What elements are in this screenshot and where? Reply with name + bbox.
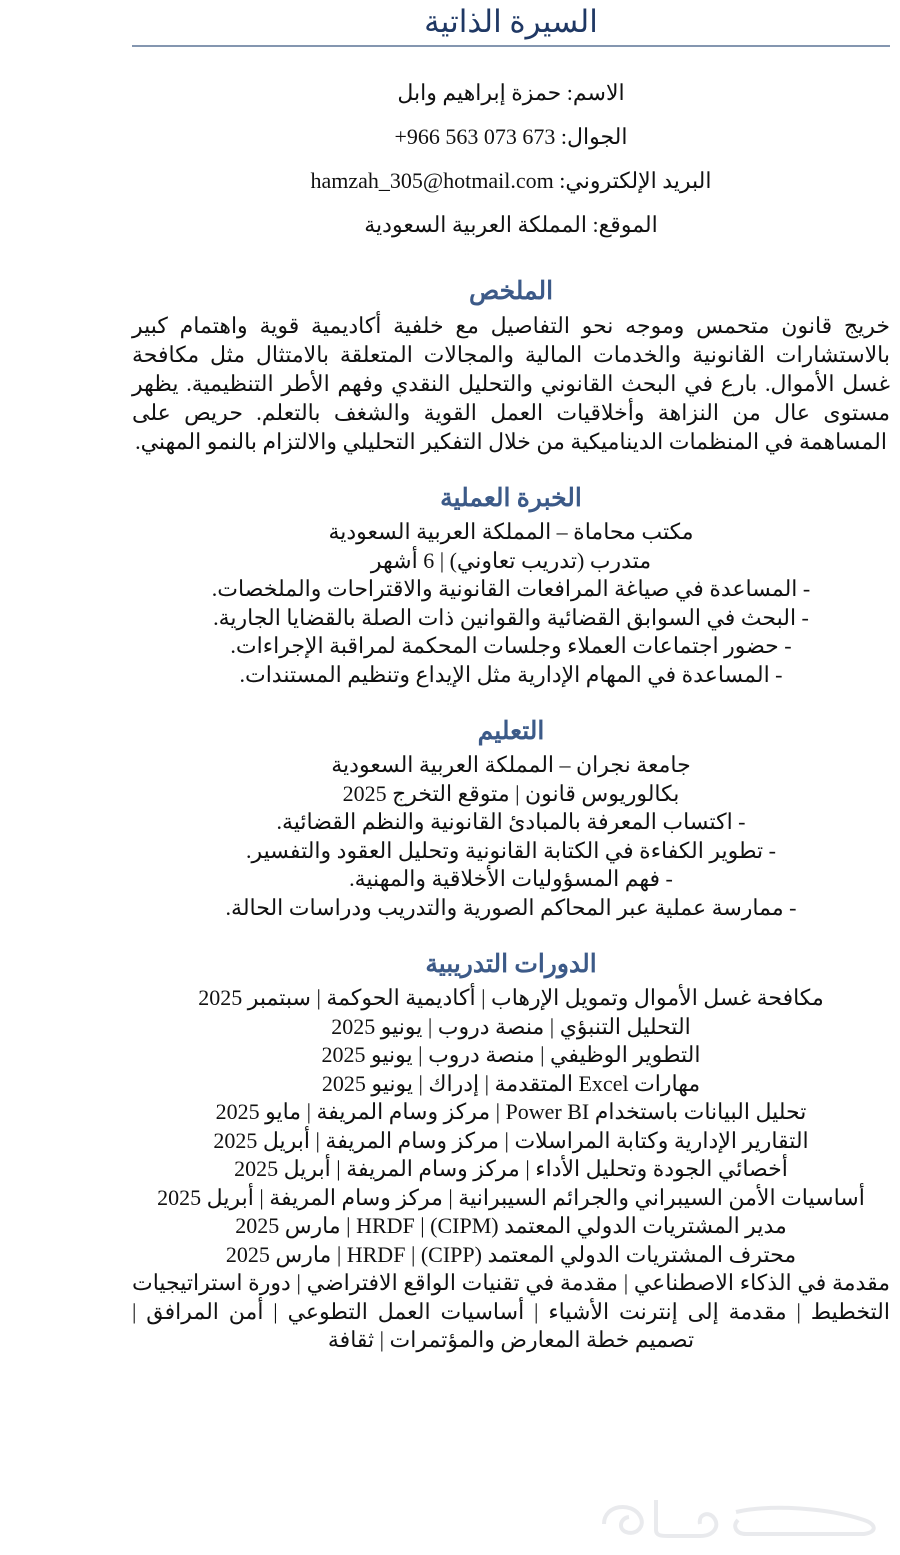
- list-item: - اكتساب المعرفة بالمبادئ القانونية والنظم القضائية.: [276, 809, 746, 834]
- list-item: - المساعدة في المهام الإدارية مثل الإيداع وتنظيم المستندات.: [239, 661, 783, 687]
- contact-email-value[interactable]: hamzah_305@hotmail.com: [310, 168, 554, 193]
- contact-email-label: البريد الإلكتروني:: [559, 168, 712, 193]
- contact-name: الاسم: حمزة إبراهيم وابل: [397, 80, 625, 105]
- education-degree: بكالوريوس قانون | متوقع التخرج 2025: [342, 780, 680, 806]
- section-courses: [132, 948, 890, 1355]
- experience-role: متدرب (تدريب تعاوني) | 6 أشهر: [370, 547, 652, 573]
- education-bullet-list: [132, 808, 890, 922]
- course-item: مدير المشتريات الدولي المعتمد (CIPM) | HRDF | مارس 2025: [235, 1213, 787, 1238]
- course-item: محترف المشتريات الدولي المعتمد (CIPP) | HRDF | مارس 2025: [225, 1241, 797, 1267]
- education-institution: جامعة نجران – المملكة العربية السعودية: [331, 752, 691, 777]
- list-item: - تطوير الكفاءة في الكتابة القانونية وتحليل العقود والتفسير.: [246, 837, 776, 863]
- page-title: السيرة الذاتية: [424, 4, 598, 39]
- contact-phone-label: الجوال:: [560, 124, 628, 149]
- contact-email: [132, 159, 890, 203]
- section-heading-education: التعليم: [477, 718, 545, 745]
- title-divider: [132, 45, 890, 47]
- course-item: التطوير الوظيفي | منصة دروب | يونيو 2025: [321, 1042, 701, 1067]
- contact-phone-value: +966 563 073 673: [394, 124, 556, 149]
- experience-employer: مكتب محاماة – المملكة العربية السعودية: [328, 519, 694, 544]
- course-item: تحليل البيانات باستخدام Power BI | مركز وسام المريفة | مايو 2025: [215, 1099, 807, 1124]
- list-item: - حضور اجتماعات العملاء وجلسات المحكمة لمراقبة الإجراءات.: [230, 633, 792, 658]
- section-experience: [132, 482, 890, 689]
- list-item: - المساعدة في صياغة المرافعات القانونية والاقتراحات والملخصات.: [211, 576, 811, 601]
- course-item: مقدمة في الذكاء الاصطناعي | مقدمة في تقنيات الواقع الافتراضي | دورة استراتيجيات التخطيط | مقدمة إلى إنترنت الأشياء | أساسيات العمل التطوعي | أمن المرافق | تصميم خطة المعارض والمؤتمرات | ثقافة: [132, 1270, 890, 1352]
- section-heading-courses: الدورات التدريبية: [425, 951, 597, 978]
- contact-location: الموقع: المملكة العربية السعودية: [364, 212, 658, 237]
- contact-phone: [132, 115, 890, 159]
- section-education: [132, 715, 890, 922]
- course-item: مهارات Excel المتقدمة | إدراك | يونيو 2025: [321, 1070, 701, 1096]
- course-item: التحليل التنبؤي | منصة دروب | يونيو 2025: [331, 1013, 691, 1039]
- course-item: التقارير الإدارية وكتابة المراسلات | مركز وسام المريفة | أبريل 2025: [213, 1127, 809, 1153]
- section-heading-experience: الخبرة العملية: [440, 485, 582, 512]
- contact-block: [132, 71, 890, 247]
- course-item: أساسيات الأمن السيبراني والجرائم السيبرانية | مركز وسام المريفة | أبريل 2025: [157, 1184, 865, 1210]
- list-item: - ممارسة عملية عبر المحاكم الصورية والتدريب ودراسات الحالة.: [225, 894, 797, 920]
- list-item: - البحث في السوابق القضائية والقوانين ذات الصلة بالقضايا الجارية.: [213, 604, 809, 630]
- site-watermark-icon: [596, 1478, 896, 1555]
- list-item: - فهم المسؤوليات الأخلاقية والمهنية.: [349, 866, 673, 891]
- section-summary: [132, 275, 890, 456]
- summary-body: خريج قانون متحمس وموجه نحو التفاصيل مع خلفية أكاديمية قوية واهتمام كبير بالاستشارات القانونية والخدمات المالية والمجالات المتعلقة بالامتثال مثل مكافحة غسل الأموال. بارع في البحث القانوني والتحليل النقدي وفهم الأطر التنظيمية. يظهر مستوى عال من النزاهة وأخلاقيات العمل القوية والشغف بالتعلم. حريص على المساهمة في المنظمات الديناميكية من خلال التفكير التحليلي والالتزام بالنمو المهني.: [132, 313, 890, 454]
- experience-bullet-list: [132, 575, 890, 689]
- section-heading-summary: الملخص: [468, 278, 554, 305]
- course-item: أخصائي الجودة وتحليل الأداء | مركز وسام المريفة | أبريل 2025: [234, 1156, 788, 1181]
- cv-content: [132, 0, 890, 1355]
- course-item: مكافحة غسل الأموال وتمويل الإرهاب | أكاديمية الحوكمة | سبتمبر 2025: [198, 985, 824, 1010]
